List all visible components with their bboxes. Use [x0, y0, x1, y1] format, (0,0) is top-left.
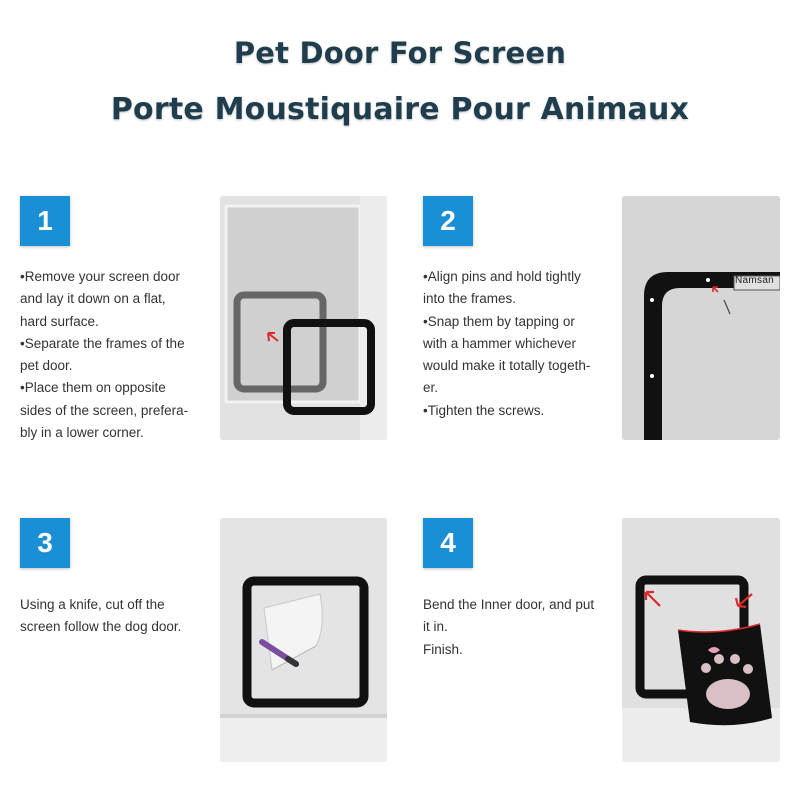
- step-1-line: •Remove your screen door: [20, 269, 181, 284]
- step-4-photo: [622, 518, 780, 762]
- step-2-line: with a hammer whichever: [423, 335, 577, 351]
- step-2-line: •Align pins and hold tightly: [423, 269, 581, 284]
- step-2-badge: 2: [423, 196, 473, 246]
- step-3-line: Using a knife, cut off the: [20, 597, 165, 612]
- page-title: Pet Door For Screen: [233, 36, 567, 70]
- step-2-line: would make it totally togeth-: [423, 358, 591, 374]
- step-1-line: and lay it down on a flat,: [20, 291, 166, 307]
- step-1-line: hard surface.: [20, 313, 99, 329]
- step-1-line: •Separate the frames of the: [20, 335, 185, 351]
- step-2-photo: [622, 196, 780, 440]
- step-2-line: into the frames.: [423, 291, 517, 307]
- step-1-line: pet door.: [20, 358, 73, 374]
- step-3-text: [20, 594, 181, 639]
- step-3-badge: 3: [20, 518, 70, 568]
- step-4-badge: 4: [423, 518, 473, 568]
- step-4-line: Finish.: [423, 641, 463, 657]
- step-1-photo: [220, 196, 387, 440]
- step-3-line: screen follow the dog door.: [20, 619, 182, 635]
- step-2-line: er.: [423, 380, 439, 396]
- step-4-line: Bend the Inner door, and put: [423, 597, 595, 612]
- step-4-text: [423, 594, 594, 661]
- step-1-line: sides of the screen, prefera-: [20, 402, 189, 418]
- step-2-line: •Tighten the screws.: [423, 402, 545, 418]
- step-1-badge: 1: [20, 196, 70, 246]
- step-1-line: •Place them on opposite: [20, 380, 166, 396]
- step-3-photo: [220, 518, 387, 762]
- step-1-text: [20, 266, 188, 444]
- step-2-text: [423, 266, 590, 422]
- step-2-photo-label: Namsan: [735, 275, 775, 286]
- step-4-line: it in.: [423, 619, 448, 635]
- step-1-line: bly in a lower corner.: [20, 425, 144, 441]
- page-subtitle: Porte Moustiquaire Pour Animaux: [110, 92, 690, 127]
- step-2-line: •Snap them by tapping or: [423, 313, 575, 329]
